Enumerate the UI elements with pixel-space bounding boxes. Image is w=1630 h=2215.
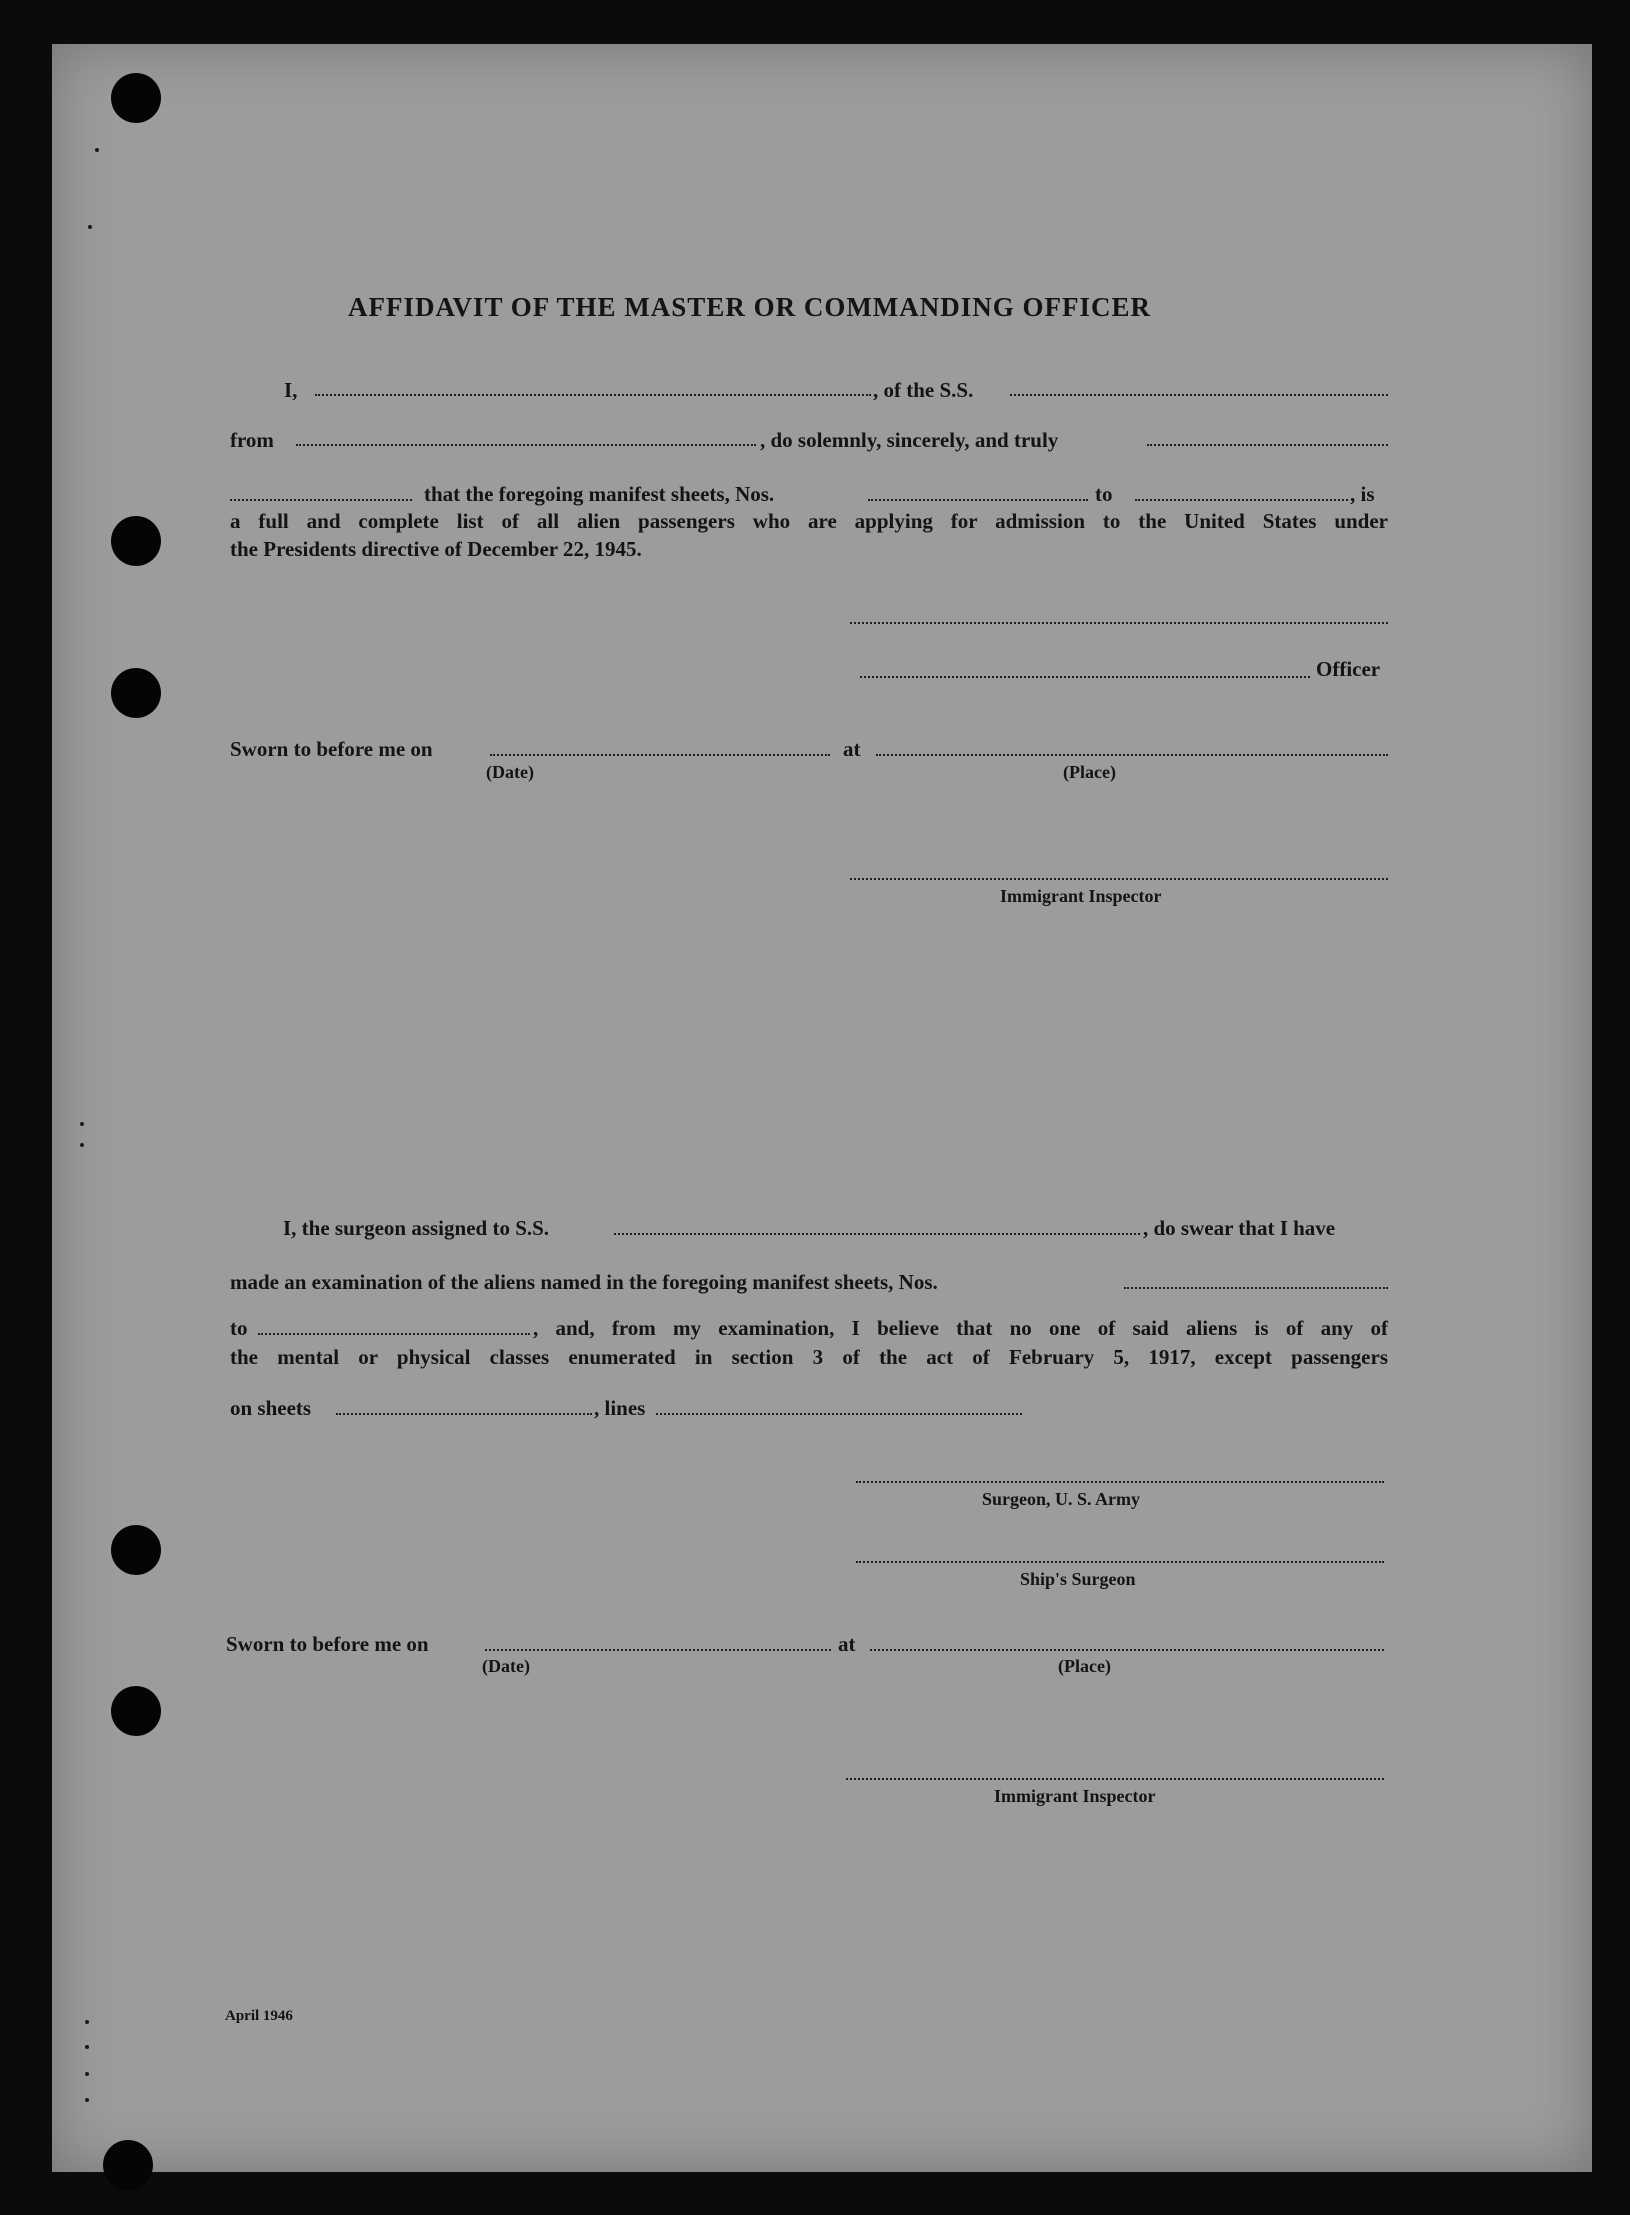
oath-word-blank[interactable] (230, 499, 412, 501)
surgeon-ship-blank[interactable] (614, 1233, 1140, 1235)
do-swear-text: , do swear that I have (1143, 1216, 1336, 1240)
surgeon-date-caption: (Date) (482, 1656, 530, 1676)
on-sheets-label: on sheets (230, 1396, 312, 1420)
surgeon-assigned-text: I, the surgeon assigned to S.S. (283, 1216, 550, 1240)
surgeon-sheet-to-blank[interactable] (258, 1333, 530, 1335)
examination-text: made an examination of the aliens named in the foregoing manifest sheets, Nos. (230, 1270, 938, 1294)
from-label: from (230, 428, 274, 452)
sheet-from-blank[interactable] (868, 499, 1088, 501)
sheet-to-blank[interactable] (1135, 499, 1348, 501)
master-sworn-place-blank[interactable] (876, 754, 1388, 756)
surgeon-inspector-signature-blank[interactable] (846, 1778, 1384, 1780)
binder-hole-5 (111, 1686, 161, 1736)
surgeon-sworn-place-blank[interactable] (870, 1649, 1384, 1651)
officer-title-blank[interactable] (860, 676, 1310, 678)
speck (85, 2020, 89, 2024)
i-label: I, (284, 378, 298, 402)
speck (85, 2072, 89, 2076)
affidavit-title: AFFIDAVIT OF THE MASTER OR COMMANDING OFFICER (348, 292, 1152, 322)
binder-hole-2 (111, 516, 161, 566)
binder-hole-3 (111, 668, 161, 718)
speck (80, 1122, 84, 1126)
except-sheets-blank[interactable] (336, 1413, 592, 1415)
lines-label: , lines (594, 1396, 646, 1420)
army-surgeon-signature-blank[interactable] (856, 1481, 1384, 1483)
full-list-text: a full and complete list of all alien passengers who are applying for admission to the United States under (230, 509, 1388, 533)
surgeon-inspector-caption: Immigrant Inspector (994, 1786, 1156, 1806)
ship-surgeon-signature-blank[interactable] (856, 1561, 1384, 1563)
master-at-label: at (843, 737, 861, 761)
foregoing-sheets-text: that the foregoing manifest sheets, Nos. (424, 482, 775, 506)
binder-hole-6 (103, 2140, 153, 2190)
surgeon-sheet-from-blank[interactable] (1124, 1287, 1388, 1289)
belief-text: , and, from my examination, I believe that no one of said aliens is of any of (533, 1316, 1388, 1340)
speck (80, 1143, 84, 1147)
from-port-blank[interactable] (296, 444, 756, 446)
officer-label: Officer (1316, 657, 1381, 681)
speck (95, 148, 99, 152)
of-ss-label: , of the S.S. (873, 378, 974, 402)
binder-hole-4 (111, 1525, 161, 1575)
master-sworn-date-blank[interactable] (490, 754, 830, 756)
do-solemnly-text: , do solemnly, sincerely, and truly (760, 428, 1059, 452)
surgeon-sworn-date-blank[interactable] (485, 1649, 831, 1651)
army-surgeon-caption: Surgeon, U. S. Army (982, 1489, 1141, 1509)
oath-blank[interactable] (1147, 444, 1388, 446)
ship-name-blank[interactable] (1010, 394, 1388, 396)
surgeon-place-caption: (Place) (1058, 1656, 1111, 1676)
form-revision-date: April 1946 (225, 2008, 293, 2024)
speck (88, 225, 92, 229)
master-sworn-text: Sworn to before me on (230, 737, 433, 761)
speck (85, 2045, 89, 2049)
except-lines-blank[interactable] (656, 1413, 1022, 1415)
master-inspector-caption: Immigrant Inspector (1000, 886, 1162, 906)
master-date-caption: (Date) (486, 762, 534, 782)
surgeon-to-label: to (230, 1316, 248, 1340)
ship-surgeon-caption: Ship's Surgeon (1020, 1569, 1136, 1589)
master-inspector-signature-blank[interactable] (850, 878, 1388, 880)
directive-text: the Presidents directive of December 22, 1945. (230, 537, 642, 561)
speck (85, 2098, 89, 2102)
master-signature-blank[interactable] (850, 622, 1388, 624)
master-place-caption: (Place) (1063, 762, 1116, 782)
master-name-blank[interactable] (315, 394, 871, 396)
form-sheet (52, 44, 1592, 2172)
binder-hole-1 (111, 73, 161, 123)
is-label: , is (1350, 482, 1375, 506)
to-label: to (1095, 482, 1113, 506)
surgeon-sworn-text: Sworn to before me on (226, 1632, 429, 1656)
classes-text: the mental or physical classes enumerated in section 3 of the act of February 5, 1917, except passengers (230, 1345, 1388, 1369)
surgeon-at-label: at (838, 1632, 856, 1656)
